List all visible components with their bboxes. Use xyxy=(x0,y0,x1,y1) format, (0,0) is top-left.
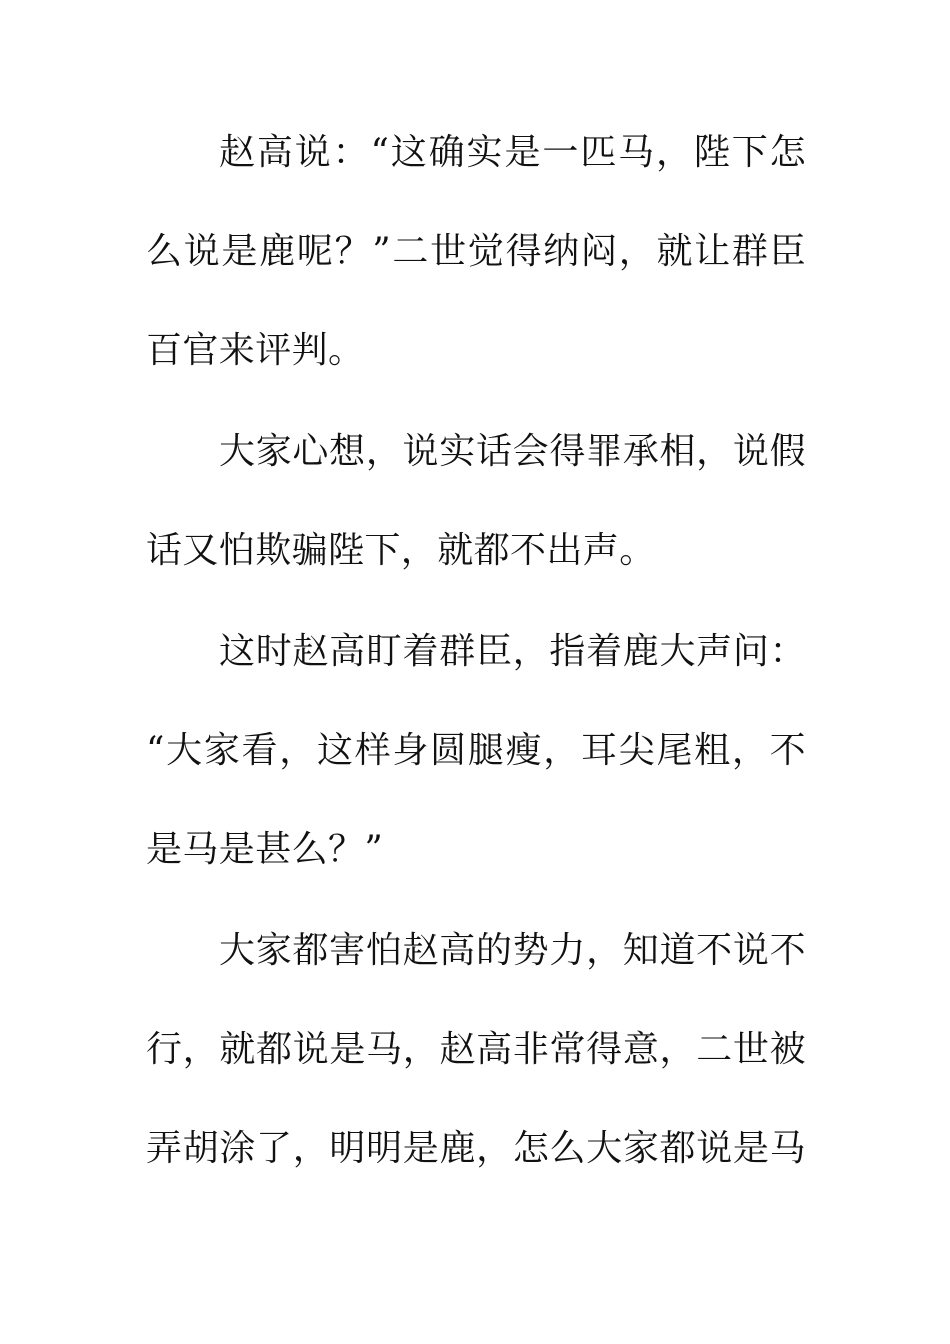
text-line: 赵高说：“这确实是一匹马，陛下怎 xyxy=(219,132,806,173)
text-line: 么说是鹿呢？”二世觉得纳闷，就让群臣 xyxy=(146,231,806,272)
text-line: 行，就都说是马，赵高非常得意，二世被 xyxy=(146,1029,806,1070)
text-line: 是马是甚么？” xyxy=(146,829,384,870)
text-line: “大家看，这样身圆腿瘦，耳尖尾粗，不 xyxy=(146,730,806,771)
text-line: 弄胡涂了，明明是鹿，怎么大家都说是马 xyxy=(146,1128,806,1169)
text-line: 大家心想，说实话会得罪承相，说假 xyxy=(219,431,806,472)
text-line: 百官来评判。 xyxy=(146,330,365,371)
text-line: 话又怕欺骗陛下，就都不出声。 xyxy=(146,530,656,571)
text-line: 这时赵高盯着群臣，指着鹿大声问： xyxy=(219,631,806,672)
text-line: 大家都害怕赵高的势力，知道不说不 xyxy=(219,930,806,971)
